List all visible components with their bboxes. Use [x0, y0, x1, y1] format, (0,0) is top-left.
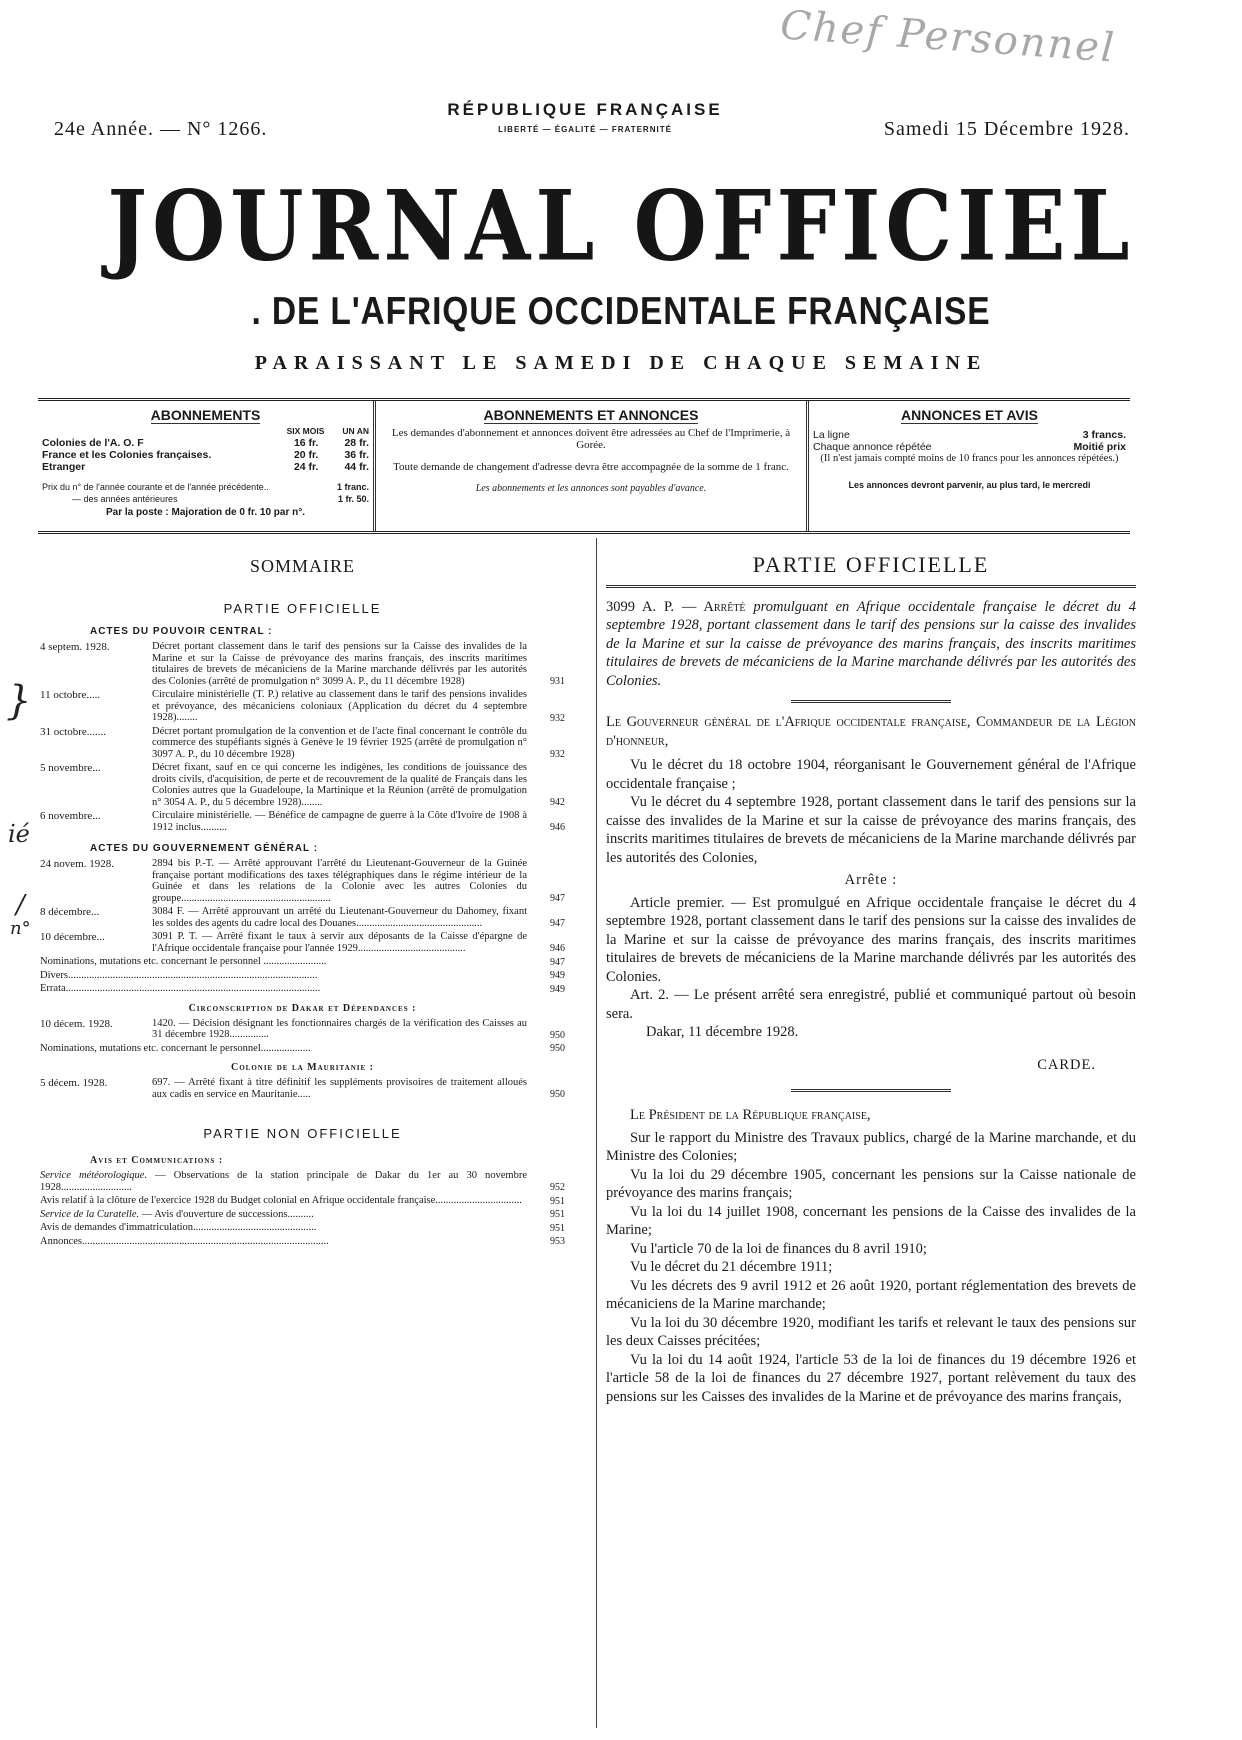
partie-non-officielle-heading: PARTIE NON OFFICIELLE [203, 1126, 402, 1141]
annonces-change: Toute demande de changement d'adresse devra être accompagnée de la somme de 1 franc. [393, 461, 789, 473]
toc-entry: Annonces.............................................................................................. 953 [40, 1235, 565, 1247]
toc-entry: 10 décembre... 3091 P. T. — Arrêté fixant le taux à servir aux déposants de la Caisse d'épargne de l'Afrique occidentale française pour l'année 1929......................................... 946 [40, 931, 565, 954]
president-line: Le Président de la République française, [630, 1107, 871, 1123]
section-heading: ACTES DU POUVOIR CENTRAL : [90, 626, 273, 637]
double-rule [606, 585, 1136, 588]
annonces-address: Les demandes d'abonnement et annonces doivent être adressées au Chef de l'Imprimerie, à Gorée. [391, 427, 791, 451]
avis-column [809, 401, 1130, 531]
journal-title: JOURNAL OFFICIEL [107, 168, 1135, 283]
subsection-heading: Avis et Communications : [90, 1155, 224, 1166]
considerant: Vu le décret du 18 octobre 1904, réorganisant le Gouvernement général de l'Afrique occidentale française ; [606, 757, 1136, 792]
considerant: Vu la loi du 30 décembre 1920, modifiant les tarifs et relevant le taux des pensions sur les deux Caisses précitées; [606, 1314, 1136, 1349]
motto: LIBERTÉ — ÉGALITÉ — FRATERNITÉ [498, 125, 672, 134]
republic-label: RÉPUBLIQUE FRANÇAISE [447, 100, 723, 119]
toc-entry: 10 décem. 1928. 1420. — Décision désignant les fonctionnaires chargés de la vérification des Caisses au 31 décembre 1928............... 950 [40, 1017, 565, 1041]
price-row: France et les Colonies françaises. 20 fr. 36 fr. [42, 449, 369, 461]
one-year-header: UN AN [342, 426, 369, 436]
toc-entry: 8 décembre... 3084 F. — Arrêté approuvant un arrêté du Lieutenant-Gouverneur du Dahomey, fixant les soldes des agents du cadre local des Douanes................................................ 947 [40, 906, 565, 929]
margin-note: n° [10, 918, 31, 939]
considerant: Sur le rapport du Ministre des Travaux publics, chargé de la Marine marchande, et du Ministre des Colonies; [606, 1129, 1136, 1164]
considerant: Vu la loi du 29 décembre 1905, concernant les pensions sur la Caisse nationale de prévoyance des marins français; [606, 1166, 1136, 1201]
annonces-column [376, 401, 809, 531]
toc-entry: Nominations, mutations etc. concernant le personnel ........................ 947 [40, 956, 565, 968]
signature: CARDE. [1037, 1057, 1096, 1073]
article-2: Art. 2. — Le présent arrêté sera enregistré, publié et communiqué partout où besoin sera. [606, 987, 1136, 1022]
postal-surcharge: Par la poste : Majoration de 0 fr. 10 par n°. [105, 507, 306, 518]
article-1: Article premier. — Est promulgué en Afrique occidentale française le décret du 4 septembre 1928, portant classement dans le tarif des pensions sur la caisse des invalides de la Marine et sur la caisse de prévoyance des marins français, des inscrits maritimes titulaires de brevets de mécaniciens de la Marine marchande délivrés par les autorités des Colonies. [606, 894, 1136, 985]
toc-entry: 6 novembre... Circulaire ministérielle. — Bénéfice de campagne de guerre à la Côte d'Ivoire de 1908 à 1912 inclus.......... 946 [40, 810, 565, 833]
subscription-box [38, 398, 1130, 534]
line-price-row: La ligne 3 francs. [813, 429, 1126, 441]
avis-note: (Il n'est jamais compté moins de 10 francs pour les annonces répétées.) [820, 453, 1119, 464]
repeat-price-row: Chaque annonce répétée Moitié prix [813, 441, 1126, 453]
masthead-top [40, 100, 1130, 150]
considerant: Vu le décret du 4 septembre 1928, portant classement dans le tarif des pensions sur la caisse des invalides de la Marine et sur la caisse de prévoyance des marins français, des inscrits maritimes titulaires de brevets de mécaniciens de la Marine marchande délivrés par les autorités des Colonies, [606, 794, 1136, 866]
journal-subtitle: . DE L'AFRIQUE OCCIDENTALE FRANÇAISE [251, 290, 991, 333]
toc-entry: Service de la Curatelle. — Avis d'ouverture de successions.......... 951 [40, 1208, 565, 1220]
toc-entry: Nominations, mutations etc. concernant le personnel................... 950 [40, 1042, 565, 1054]
considerant: Vu le décret du 21 décembre 1911; [630, 1259, 833, 1275]
toc-entry: 24 novem. 1928. 2894 bis P.-T. — Arrêté approuvant l'arrêté du Lieutenant-Gouverneur de la Guinée française portant modifications des taxes télégraphiques dans le régime intérieur de la Guinée et dans les relations de la Colonie avec les autres Colonies du groupe......................................................... 947 [40, 858, 565, 904]
margin-note: / [16, 890, 25, 920]
toc-entry: Avis de demandes d'immatriculation............................................... 951 [40, 1222, 565, 1234]
issue-price-row: Prix du n° de l'année courante et de l'année précédente.. 1 franc. [42, 482, 369, 492]
toc-entry: 5 décem. 1928. 697. — Arrêté fixant à titre définitif les suppléments provisoires de traitement alloués aux cadis en service en Mauritanie..... 950 [40, 1077, 565, 1100]
avis-heading: ANNONCES ET AVIS [901, 407, 1038, 423]
toc-entry: 4 septem. 1928. Décret portant classement dans le tarif des pensions sur la Caisse des invalides de la Marine et sur la Caisse de prévoyance des marins français, des inscrits maritimes titulaires de brevets de mécaniciens de la Marine marchande délivrés par les autorités des Colonies (arrêté de promulgation n° 3099 A. P., du 11 décembre 1928) 931 [40, 641, 565, 687]
toc-entry: Divers............................................................................................... 949 [40, 969, 565, 981]
abonnements-heading: ABONNEMENTS [150, 407, 261, 423]
sommaire-column [40, 556, 565, 1249]
short-rule [791, 700, 951, 703]
considerant: Vu la loi du 14 juillet 1908, concernant les pensions de la Caisse des invalides de la Marine; [606, 1203, 1136, 1238]
journal-tagline: PARAISSANT LE SAMEDI DE CHAQUE SEMAINE [254, 352, 988, 374]
issue-price-row: — des années antérieures 1 fr. 50. [72, 494, 369, 504]
subsection-heading: Circonscription de Dakar et Dépendances : [188, 1002, 417, 1014]
annonces-heading: ABONNEMENTS ET ANNONCES [483, 407, 699, 423]
toc-entry: 5 novembre... Décret fixant, sauf en ce qui concerne les indigènes, les conditions de jouissance des droits civils, d'acquisition, de perte et de recouvrement de la qualité de Français dans les Colonies autres que la Guadeloupe, la Martinique et la Réunion (arrêté de promulgation n° 3054 A. P., du 5 décembre 1928)........ 942 [40, 762, 565, 808]
price-row: Etranger 24 fr. 44 fr. [42, 461, 369, 473]
toc-entry: Service météorologique. — Observations de la station principale de Dakar du 1er au 30 novembre 1928........................... 952 [40, 1170, 565, 1193]
six-months-header: SIX MOIS [286, 426, 325, 436]
considerant: Vu les décrets des 9 avril 1912 et 26 août 1920, portant réglementation des brevets de mécaniciens de la Marine marchande; [606, 1277, 1136, 1312]
issue-date: Samedi 15 Décembre 1928. [883, 118, 1130, 140]
avis-deadline: Les annonces devront parvenir, au plus tard, le mercredi [848, 480, 1091, 490]
sommaire-heading: SOMMAIRE [249, 556, 355, 576]
handwritten-annotation: Chef Personnel [778, 2, 1118, 72]
toc-entry: Errata................................................................................................. 949 [40, 983, 565, 995]
subsection-heading: Colonie de la Mauritanie : [231, 1062, 374, 1073]
abonnements-column [38, 401, 376, 531]
short-rule [791, 1089, 951, 1092]
annonces-payment: Les abonnements et les annonces sont payables d'avance. [475, 483, 707, 494]
price-row: Colonies de l'A. O. F 16 fr. 28 fr. [42, 437, 369, 449]
section-heading: ACTES DU GOUVERNEMENT GÉNÉRAL : [90, 843, 319, 854]
place-date: Dakar, 11 décembre 1928. [646, 1024, 799, 1040]
column-divider [596, 538, 597, 1728]
margin-bracket: } [6, 678, 32, 724]
considerant: Vu l'article 70 de la loi de finances du 8 avril 1910; [630, 1240, 927, 1257]
governor-line: Le Gouverneur général de l'Afrique occidentale française, Commandeur de la Légion d'honneur, [606, 714, 1136, 749]
toc-entry: 11 octobre..... Circulaire ministérielle (T. P.) relative au classement dans le tarif des pensions invalides et prévoyance, des mécaniciens coloniaux (Application du décret du 4 septembre 1928)........ 932 [40, 689, 565, 724]
arrete-label: Arrête : [844, 872, 898, 888]
issue-number: 24e Année. — N° 1266. [54, 118, 268, 140]
toc-entry: 31 octobre....... Décret portant promulgation de la convention et de l'acte final concernant le contrôle du commerce des stupéfiants signés à Genève le 19 février 1925 (arrêté de promulgation n° 3097 A. P., du 10 décembre 1928) 932 [40, 725, 565, 760]
toc-entry: Avis relatif à la clôture de l'exercice 1928 du Budget colonial en Afrique occidentale française................................. 951 [40, 1195, 565, 1207]
partie-officielle-heading: PARTIE OFFICIELLE [223, 601, 382, 616]
considerant: Vu la loi du 14 août 1924, l'article 53 de la loi de finances du 19 décembre 1926 et l'article 58 de la loi de finances du 27 décembre 1927, portant relèvement du taux des pensions sur les Caisses des invalides de la Marine et de prévoyance des marins français, [606, 1351, 1136, 1405]
margin-note: ié [8, 820, 30, 848]
officielle-column [606, 552, 1137, 1406]
partie-officielle-title: PARTIE OFFICIELLE [752, 552, 990, 577]
arrete-title: 3099 A. P. — Arrêté promulguant en Afrique occidentale française le décret du 4 septembre 1928, portant classement dans le tarif des pensions sur la caisse des invalides de la Marine et sur la caisse de prévoyance des marins français, des inscrits maritimes titulaires de brevets de mécaniciens de la Marine marchande délivrés par les autorités des Colonies. [606, 598, 1137, 689]
